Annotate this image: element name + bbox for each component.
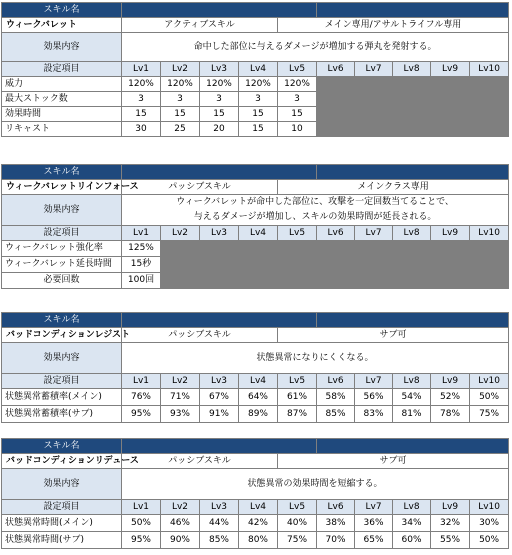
level-header: Lv5 (278, 226, 317, 241)
level-header: Lv6 (317, 500, 355, 515)
cell-unavailable (161, 273, 200, 289)
cell: 25 (161, 122, 200, 137)
cell-unavailable (393, 241, 431, 257)
cell: 3 (239, 92, 278, 107)
header-spacer (122, 313, 317, 328)
skill-name-header: スキル名 (2, 439, 122, 454)
cell: 91% (200, 406, 239, 423)
table-row (2, 241, 509, 257)
level-header: Lv6 (317, 374, 355, 389)
settings-label: 設定項目 (2, 374, 122, 389)
cell-unavailable (278, 257, 317, 273)
cell: 44% (200, 515, 239, 532)
cell: 87% (278, 406, 317, 423)
cell: 90% (161, 532, 200, 549)
cell: 56% (355, 389, 393, 406)
cell-unavailable (431, 257, 470, 273)
skill-table-weak-bullet-reinforce (1, 164, 509, 289)
cell-unavailable (355, 241, 393, 257)
cell: 95% (122, 532, 161, 549)
level-header: Lv9 (431, 374, 470, 389)
skill-restriction: サブ可 (278, 328, 509, 343)
level-header: Lv3 (200, 374, 239, 389)
table-row (2, 273, 509, 289)
effect-label: 効果内容 (2, 33, 122, 62)
cell: 120% (239, 77, 278, 92)
cell-unavailable (470, 107, 509, 122)
skill-name: バッドコンディションリデュース (2, 454, 122, 469)
cell-unavailable (431, 107, 470, 122)
cell: 93% (161, 406, 200, 423)
cell: 15秒 (122, 257, 161, 273)
cell: 64% (239, 389, 278, 406)
skill-name: ウィークバレットリインフォース (2, 180, 122, 195)
row-label: リキャスト (2, 122, 122, 137)
level-header: Lv1 (122, 62, 161, 77)
table-row (2, 389, 509, 406)
cell: 85% (200, 532, 239, 549)
cell: 67% (200, 389, 239, 406)
cell-unavailable (393, 107, 431, 122)
row-label: ウィークバレット強化率 (2, 241, 122, 257)
level-header: Lv9 (431, 500, 470, 515)
cell-unavailable (393, 122, 431, 137)
cell-unavailable (393, 273, 431, 289)
cell-unavailable (200, 241, 239, 257)
cell: 60% (393, 532, 431, 549)
settings-label: 設定項目 (2, 226, 122, 241)
level-header: Lv8 (393, 226, 431, 241)
cell-unavailable (200, 273, 239, 289)
cell: 80% (239, 532, 278, 549)
cell-unavailable (470, 122, 509, 137)
cell-unavailable (317, 122, 355, 137)
cell-unavailable (470, 92, 509, 107)
skill-table-bad-condition-resist (1, 312, 509, 423)
level-header: Lv2 (161, 500, 200, 515)
cell-unavailable (393, 92, 431, 107)
cell-unavailable (355, 92, 393, 107)
row-label: 状態異常蓄積率(メイン) (2, 389, 122, 406)
row-label: 威力 (2, 77, 122, 92)
cell-unavailable (161, 241, 200, 257)
cell: 15 (239, 107, 278, 122)
cell-unavailable (278, 241, 317, 257)
level-header: Lv1 (122, 500, 161, 515)
cell: 15 (200, 107, 239, 122)
skill-type: パッシブスキル (122, 180, 278, 195)
table-row (2, 532, 509, 549)
cell: 89% (239, 406, 278, 423)
table-row (2, 515, 509, 532)
cell: 78% (431, 406, 470, 423)
effect-text-line: 与えるダメージが増加し、スキルの効果時間が延長される。 (193, 212, 437, 222)
cell: 120% (200, 77, 239, 92)
skill-table-weak-bullet (1, 2, 509, 137)
table-row (2, 107, 509, 122)
cell: 120% (278, 77, 317, 92)
cell: 52% (431, 389, 470, 406)
cell: 50% (470, 532, 509, 549)
cell-unavailable (431, 122, 470, 137)
cell: 55% (431, 532, 470, 549)
cell-unavailable (393, 77, 431, 92)
level-header: Lv9 (431, 226, 470, 241)
level-header: Lv7 (355, 226, 393, 241)
level-header: Lv3 (200, 226, 239, 241)
cell: 32% (431, 515, 470, 532)
cell-unavailable (200, 257, 239, 273)
table-row (2, 406, 509, 423)
cell-unavailable (470, 77, 509, 92)
cell: 65% (355, 532, 393, 549)
level-header: Lv4 (239, 500, 278, 515)
cell: 30% (470, 515, 509, 532)
cell: 76% (122, 389, 161, 406)
cell: 15 (278, 107, 317, 122)
cell: 3 (161, 92, 200, 107)
cell-unavailable (431, 241, 470, 257)
cell: 61% (278, 389, 317, 406)
cell: 38% (317, 515, 355, 532)
cell: 120% (122, 77, 161, 92)
effect-text (122, 195, 509, 226)
cell: 10 (278, 122, 317, 137)
header-spacer (317, 165, 509, 180)
level-header: Lv10 (470, 500, 509, 515)
level-header: Lv8 (393, 62, 431, 77)
level-header: Lv2 (161, 226, 200, 241)
cell-unavailable (317, 257, 355, 273)
settings-label: 設定項目 (2, 500, 122, 515)
cell: 3 (122, 92, 161, 107)
cell: 125% (122, 241, 161, 257)
row-label: 効果時間 (2, 107, 122, 122)
cell: 70% (317, 532, 355, 549)
cell: 58% (317, 389, 355, 406)
effect-text: 命中した部位に与えるダメージが増加する弾丸を発射する。 (122, 33, 509, 62)
cell-unavailable (355, 77, 393, 92)
header-spacer (317, 3, 509, 18)
row-label: 最大ストック数 (2, 92, 122, 107)
cell: 75% (278, 532, 317, 549)
level-header: Lv3 (200, 500, 239, 515)
cell: 100回 (122, 273, 161, 289)
skill-type: パッシブスキル (122, 328, 278, 343)
skill-name: ウィークバレット (2, 18, 122, 33)
cell-unavailable (431, 92, 470, 107)
cell-unavailable (317, 107, 355, 122)
level-header: Lv7 (355, 500, 393, 515)
level-header: Lv3 (200, 62, 239, 77)
effect-text: 状態異常になりにくくなる。 (122, 343, 509, 374)
level-header: Lv1 (122, 226, 161, 241)
cell: 34% (393, 515, 431, 532)
skill-restriction: サブ可 (278, 454, 509, 469)
skill-restriction: メインクラス専用 (278, 180, 509, 195)
effect-label: 効果内容 (2, 195, 122, 226)
cell: 75% (470, 406, 509, 423)
cell: 15 (122, 107, 161, 122)
level-header: Lv8 (393, 374, 431, 389)
cell-unavailable (317, 241, 355, 257)
level-header: Lv4 (239, 226, 278, 241)
skill-restriction: メイン専用/アサルトライフル専用 (278, 18, 509, 33)
row-label: ウィークバレット延長時間 (2, 257, 122, 273)
effect-text: 状態異常の効果時間を短縮する。 (122, 469, 509, 500)
table-row (2, 77, 509, 92)
cell: 85% (317, 406, 355, 423)
level-header: Lv5 (278, 374, 317, 389)
cell-unavailable (355, 257, 393, 273)
level-header: Lv4 (239, 62, 278, 77)
cell: 71% (161, 389, 200, 406)
cell: 46% (161, 515, 200, 532)
level-header: Lv2 (161, 62, 200, 77)
skill-name-header: スキル名 (2, 3, 122, 18)
cell: 40% (278, 515, 317, 532)
cell: 20 (200, 122, 239, 137)
cell-unavailable (355, 122, 393, 137)
cell-unavailable (239, 257, 278, 273)
cell: 15 (239, 122, 278, 137)
cell-unavailable (431, 273, 470, 289)
row-label: 状態異常時間(メイン) (2, 515, 122, 532)
cell: 3 (278, 92, 317, 107)
effect-label: 効果内容 (2, 343, 122, 374)
cell-unavailable (393, 257, 431, 273)
cell: 95% (122, 406, 161, 423)
header-spacer (317, 439, 509, 454)
row-label: 必要回数 (2, 273, 122, 289)
level-header: Lv1 (122, 374, 161, 389)
header-spacer (122, 165, 317, 180)
level-header: Lv10 (470, 62, 509, 77)
level-header: Lv7 (355, 62, 393, 77)
cell: 42% (239, 515, 278, 532)
cell: 83% (355, 406, 393, 423)
cell-unavailable (355, 107, 393, 122)
cell-unavailable (317, 77, 355, 92)
cell-unavailable (278, 273, 317, 289)
level-header: Lv8 (393, 500, 431, 515)
skill-name-header: スキル名 (2, 165, 122, 180)
cell-unavailable (239, 273, 278, 289)
cell: 30 (122, 122, 161, 137)
level-header: Lv6 (317, 62, 355, 77)
cell: 81% (393, 406, 431, 423)
cell: 36% (355, 515, 393, 532)
table-row (2, 92, 509, 107)
cell: 120% (161, 77, 200, 92)
cell-unavailable (317, 273, 355, 289)
level-header: Lv5 (278, 500, 317, 515)
header-spacer (122, 439, 317, 454)
skill-name-header: スキル名 (2, 313, 122, 328)
skill-name: バッドコンディションレジスト (2, 328, 122, 343)
cell: 15 (161, 107, 200, 122)
effect-label: 効果内容 (2, 469, 122, 500)
settings-label: 設定項目 (2, 62, 122, 77)
skill-type: パッシブスキル (122, 454, 278, 469)
table-row (2, 257, 509, 273)
level-header: Lv6 (317, 226, 355, 241)
table-row (2, 122, 509, 137)
cell-unavailable (431, 77, 470, 92)
level-header: Lv4 (239, 374, 278, 389)
skill-type: アクティブスキル (122, 18, 278, 33)
row-label: 状態異常時間(サブ) (2, 532, 122, 549)
skill-table-bad-condition-reduce (1, 438, 509, 549)
effect-text-line: ウィークバレットが命中した部位に、攻撃を一定回数当てることで、 (176, 197, 454, 207)
cell-unavailable (239, 241, 278, 257)
row-label: 状態異常蓄積率(サブ) (2, 406, 122, 423)
cell-unavailable (161, 257, 200, 273)
level-header: Lv10 (470, 374, 509, 389)
cell-unavailable (317, 92, 355, 107)
level-header: Lv10 (470, 226, 509, 241)
level-header: Lv5 (278, 62, 317, 77)
header-spacer (317, 313, 509, 328)
level-header: Lv7 (355, 374, 393, 389)
cell: 50% (122, 515, 161, 532)
cell-unavailable (470, 257, 509, 273)
cell: 50% (470, 389, 509, 406)
level-header: Lv9 (431, 62, 470, 77)
cell: 54% (393, 389, 431, 406)
level-header: Lv2 (161, 374, 200, 389)
cell-unavailable (470, 241, 509, 257)
header-spacer (122, 3, 317, 18)
cell-unavailable (355, 273, 393, 289)
cell-unavailable (470, 273, 509, 289)
cell: 3 (200, 92, 239, 107)
